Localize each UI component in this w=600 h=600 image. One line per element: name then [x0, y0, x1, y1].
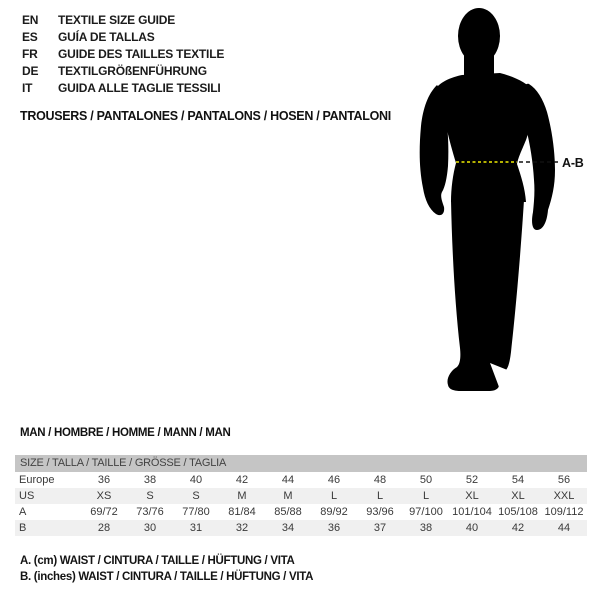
size-cell: 54 — [511, 474, 525, 486]
note-waist-cm: A. (cm) WAIST / CINTURA / TAILLE / HÜFTUNG / VITA — [20, 555, 295, 567]
size-cell: S — [192, 490, 200, 502]
measure-label: A-B — [562, 156, 584, 170]
note-waist-inches: B. (inches) WAIST / CINTURA / TAILLE / HÜFTUNG / VITA — [20, 570, 314, 583]
size-cell: L — [330, 490, 338, 502]
size-cell: 105/108 — [498, 506, 538, 518]
size-cell: 37 — [373, 522, 387, 534]
language-code: DE — [22, 63, 39, 78]
size-cell: XL — [511, 490, 525, 502]
silhouette-shape — [420, 8, 555, 391]
size-cell: S — [146, 490, 154, 502]
size-cell: 42 — [511, 522, 525, 534]
size-cell: 52 — [465, 474, 479, 486]
size-cell: L — [376, 490, 384, 502]
size-cell: 97/100 — [409, 506, 443, 518]
language-code: ES — [22, 29, 38, 44]
size-cell: 36 — [97, 474, 111, 486]
language-code: IT — [22, 80, 33, 95]
size-cell: 109/112 — [544, 506, 584, 518]
size-cell: 34 — [281, 522, 295, 534]
size-cell: 38 — [143, 474, 157, 486]
table-header: SIZE / TALLA / TAILLE / GRÖSSE / TAGLIA — [15, 455, 587, 472]
language-label: TEXTILE SIZE GUIDE — [58, 12, 176, 27]
table-row — [15, 520, 587, 536]
size-cell: 73/76 — [136, 506, 164, 518]
size-cell: 38 — [419, 522, 433, 534]
size-table — [15, 472, 587, 536]
row-label: B — [19, 522, 27, 534]
table-row — [15, 488, 587, 504]
size-cell: L — [422, 490, 430, 502]
size-cell: 32 — [235, 522, 249, 534]
size-cell: 85/88 — [274, 506, 302, 518]
section-heading: MAN / HOMBRE / HOMME / MANN / MAN — [20, 427, 231, 439]
size-cell: M — [283, 490, 293, 502]
table-row — [15, 472, 587, 488]
size-cell: 89/92 — [320, 506, 348, 518]
table-row — [15, 504, 587, 520]
size-cell: 101/104 — [452, 506, 492, 518]
size-cell: 31 — [189, 522, 203, 534]
size-cell: 44 — [557, 522, 571, 534]
size-cell: 40 — [465, 522, 479, 534]
language-code: EN — [22, 12, 39, 27]
size-cell: 50 — [419, 474, 433, 486]
size-cell: XS — [96, 490, 112, 502]
size-cell: 56 — [557, 474, 571, 486]
language-label: GUÍA DE TALLAS — [58, 29, 155, 44]
size-cell: 77/80 — [182, 506, 210, 518]
size-cell: 69/72 — [90, 506, 118, 518]
size-cell: 36 — [327, 522, 341, 534]
size-cell: 30 — [143, 522, 157, 534]
product-heading: TROUSERS / PANTALONES / PANTALONS / HOSEN / PANTALONI — [20, 109, 391, 123]
size-cell: 28 — [97, 522, 111, 534]
size-cell: 42 — [235, 474, 249, 486]
size-cell: XL — [465, 490, 479, 502]
size-cell: 93/96 — [366, 506, 394, 518]
size-cell: 44 — [281, 474, 295, 486]
language-label: TEXTILGRÖßENFÜHRUNG — [58, 63, 207, 78]
size-cell: 40 — [189, 474, 203, 486]
language-label: GUIDA ALLE TAGLIE TESSILI — [58, 80, 221, 95]
size-cell: XXL — [553, 490, 575, 502]
size-table-body — [15, 472, 587, 536]
size-table-section — [15, 455, 587, 536]
size-cell: 81/84 — [228, 506, 256, 518]
language-label: GUIDE DES TAILLES TEXTILE — [58, 46, 225, 61]
row-label: A — [19, 506, 27, 518]
size-cell: 48 — [373, 474, 387, 486]
size-cell: M — [237, 490, 247, 502]
measurement-notes — [20, 554, 313, 585]
language-code: FR — [22, 46, 38, 61]
row-label: US — [19, 490, 35, 502]
size-cell: 46 — [327, 474, 341, 486]
row-label: Europe — [19, 474, 55, 486]
